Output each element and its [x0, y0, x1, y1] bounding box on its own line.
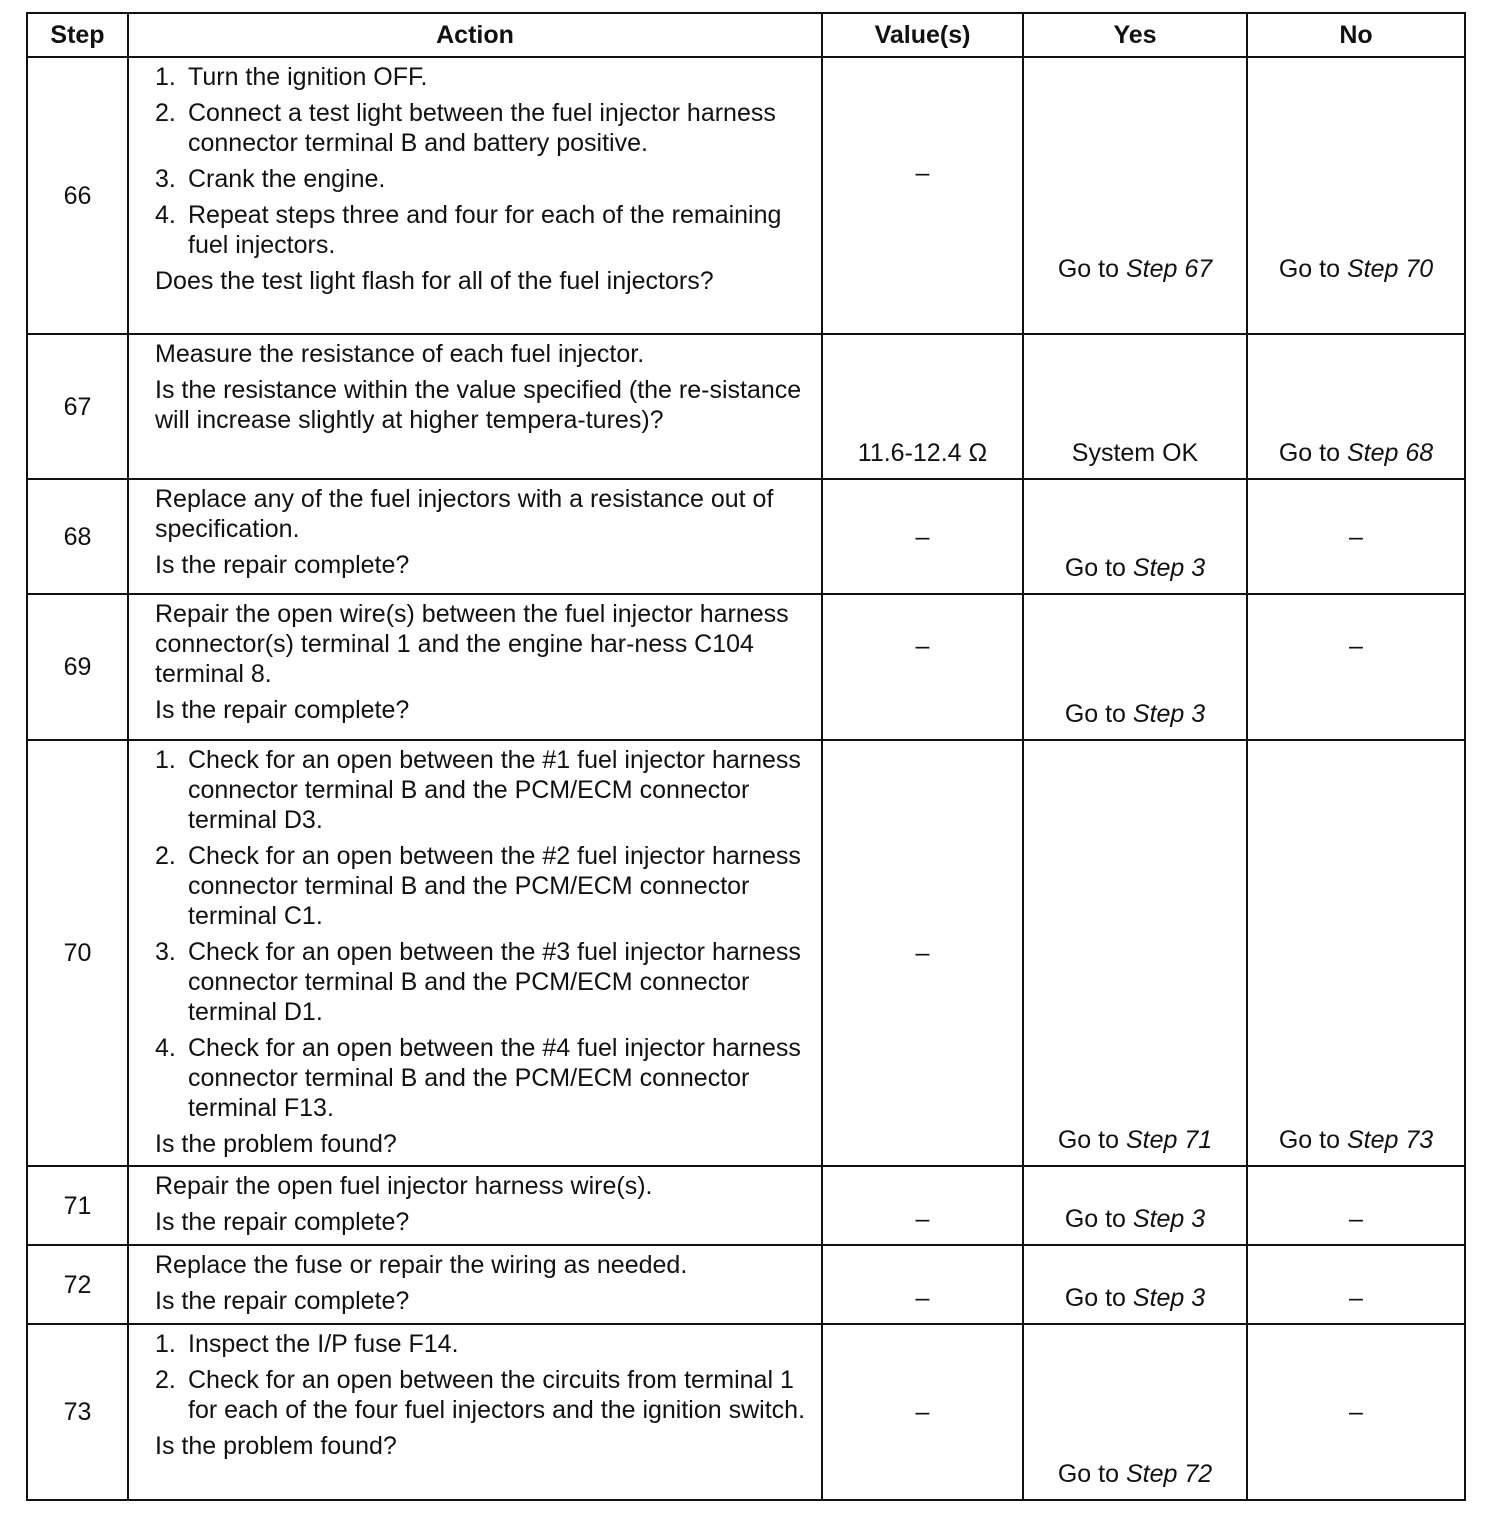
no-cell: – [1247, 1166, 1465, 1245]
yes-cell: Go to Step 3 [1023, 1166, 1247, 1245]
action-cell [128, 740, 822, 1166]
step-number: 68 [27, 479, 128, 594]
action-cell [128, 1245, 822, 1324]
step-number: 67 [27, 334, 128, 479]
action-step: 1. Inspect the I/P fuse F14. [155, 1330, 459, 1358]
table-row [27, 740, 1465, 1166]
yes-cell: Go to Step 72 [1023, 1324, 1247, 1500]
no-cell: – [1247, 1245, 1465, 1324]
table-row [27, 57, 1465, 334]
step-link[interactable]: Step 70 [1346, 255, 1434, 283]
value-cell: – [822, 479, 1023, 594]
action-intro: Repair the open fuel injector harness wire(s). [155, 1172, 653, 1200]
action-step: 2. Connect a test light between the fuel injector harness connector terminal B and battery positive. [155, 99, 776, 157]
action-cell [128, 479, 822, 594]
header-step: Step [27, 13, 128, 57]
step-link[interactable]: Step 68 [1346, 439, 1434, 467]
no-cell: Go to Step 70 [1247, 57, 1465, 334]
value-cell: – [822, 1166, 1023, 1245]
action-intro: Replace any of the fuel injectors with a resistance out of specification. [155, 485, 774, 543]
action-question: Is the repair complete? [155, 551, 410, 579]
table-row [27, 334, 1465, 479]
action-step: 3. Crank the engine. [155, 165, 386, 193]
table-row [27, 1166, 1465, 1245]
action-intro: Replace the fuse or repair the wiring as needed. [155, 1251, 688, 1279]
action-question: Is the repair complete? [155, 696, 410, 724]
value-cell: – [822, 1324, 1023, 1500]
action-step: 1. Check for an open between the #1 fuel injector harness connector terminal B and the PCM/ECM connector terminal D3. [155, 746, 801, 834]
action-step: 4. Repeat steps three and four for each of the remaining fuel injectors. [155, 201, 782, 259]
step-link[interactable]: Step 72 [1125, 1460, 1213, 1488]
action-cell [128, 334, 822, 479]
action-step: 3. Check for an open between the #3 fuel injector harness connector terminal B and the PCM/ECM connector terminal D1. [155, 938, 801, 1026]
yes-cell: Go to Step 3 [1023, 479, 1247, 594]
diagnostic-table-page [26, 12, 1466, 1501]
table-row [27, 594, 1465, 740]
action-question: Is the resistance within the value specified (the re-sistance will increase slightly at higher tempera-tures)? [155, 376, 802, 434]
step-link[interactable]: Step 3 [1132, 554, 1206, 582]
action-cell [128, 1324, 822, 1500]
value-cell: – [822, 1245, 1023, 1324]
no-cell: Go to Step 73 [1247, 740, 1465, 1166]
action-question: Does the test light flash for all of the fuel injectors? [155, 267, 714, 295]
yes-cell: Go to Step 67 [1023, 57, 1247, 334]
table-row [27, 1245, 1465, 1324]
yes-cell: Go to Step 3 [1023, 594, 1247, 740]
value-cell: – [822, 740, 1023, 1166]
action-question: Is the problem found? [155, 1130, 397, 1158]
value-cell: – [822, 57, 1023, 334]
header-yes: Yes [1023, 13, 1247, 57]
action-steps [155, 745, 807, 1123]
action-question: Is the repair complete? [155, 1208, 410, 1236]
table-row [27, 1324, 1465, 1500]
action-cell [128, 57, 822, 334]
action-intro: Repair the open wire(s) between the fuel injector harness connector(s) terminal 1 and the engine har-ness C104 terminal 8. [155, 600, 789, 688]
header-row [27, 13, 1465, 57]
diagnostic-table [26, 12, 1466, 1501]
action-intro: Measure the resistance of each fuel injector. [155, 340, 645, 368]
step-number: 70 [27, 740, 128, 1166]
step-link[interactable]: Step 73 [1346, 1126, 1434, 1154]
step-number: 69 [27, 594, 128, 740]
step-number: 66 [27, 57, 128, 334]
action-cell [128, 1166, 822, 1245]
action-question: Is the repair complete? [155, 1287, 410, 1315]
header-action: Action [128, 13, 822, 57]
yes-cell: Go to Step 3 [1023, 1245, 1247, 1324]
yes-cell: Go to Step 71 [1023, 740, 1247, 1166]
no-cell: – [1247, 479, 1465, 594]
no-cell: – [1247, 1324, 1465, 1500]
value-cell: 11.6-12.4 Ω [822, 334, 1023, 479]
header-values: Value(s) [822, 13, 1023, 57]
step-link[interactable]: Step 3 [1132, 700, 1206, 728]
action-step: 2. Check for an open between the circuits from terminal 1 for each of the four fuel injectors and the ignition switch. [155, 1366, 806, 1424]
step-link[interactable]: Step 3 [1132, 1205, 1206, 1233]
yes-cell: System OK [1023, 334, 1247, 479]
header-no: No [1247, 13, 1465, 57]
action-step: 1. Turn the ignition OFF. [155, 63, 428, 91]
step-number: 72 [27, 1245, 128, 1324]
value-cell: – [822, 594, 1023, 740]
step-link[interactable]: Step 71 [1125, 1126, 1213, 1154]
no-cell: Go to Step 68 [1247, 334, 1465, 479]
no-cell: – [1247, 594, 1465, 740]
step-number: 71 [27, 1166, 128, 1245]
action-question: Is the problem found? [155, 1432, 397, 1460]
action-steps [155, 1329, 807, 1425]
step-number: 73 [27, 1324, 128, 1500]
action-steps [155, 62, 807, 260]
action-step: 2. Check for an open between the #2 fuel injector harness connector terminal B and the PCM/ECM connector terminal C1. [155, 842, 801, 930]
step-link[interactable]: Step 3 [1132, 1284, 1206, 1312]
action-cell [128, 594, 822, 740]
table-row [27, 479, 1465, 594]
action-step: 4. Check for an open between the #4 fuel injector harness connector terminal B and the PCM/ECM connector terminal F13. [155, 1034, 801, 1122]
step-link[interactable]: Step 67 [1125, 255, 1213, 283]
